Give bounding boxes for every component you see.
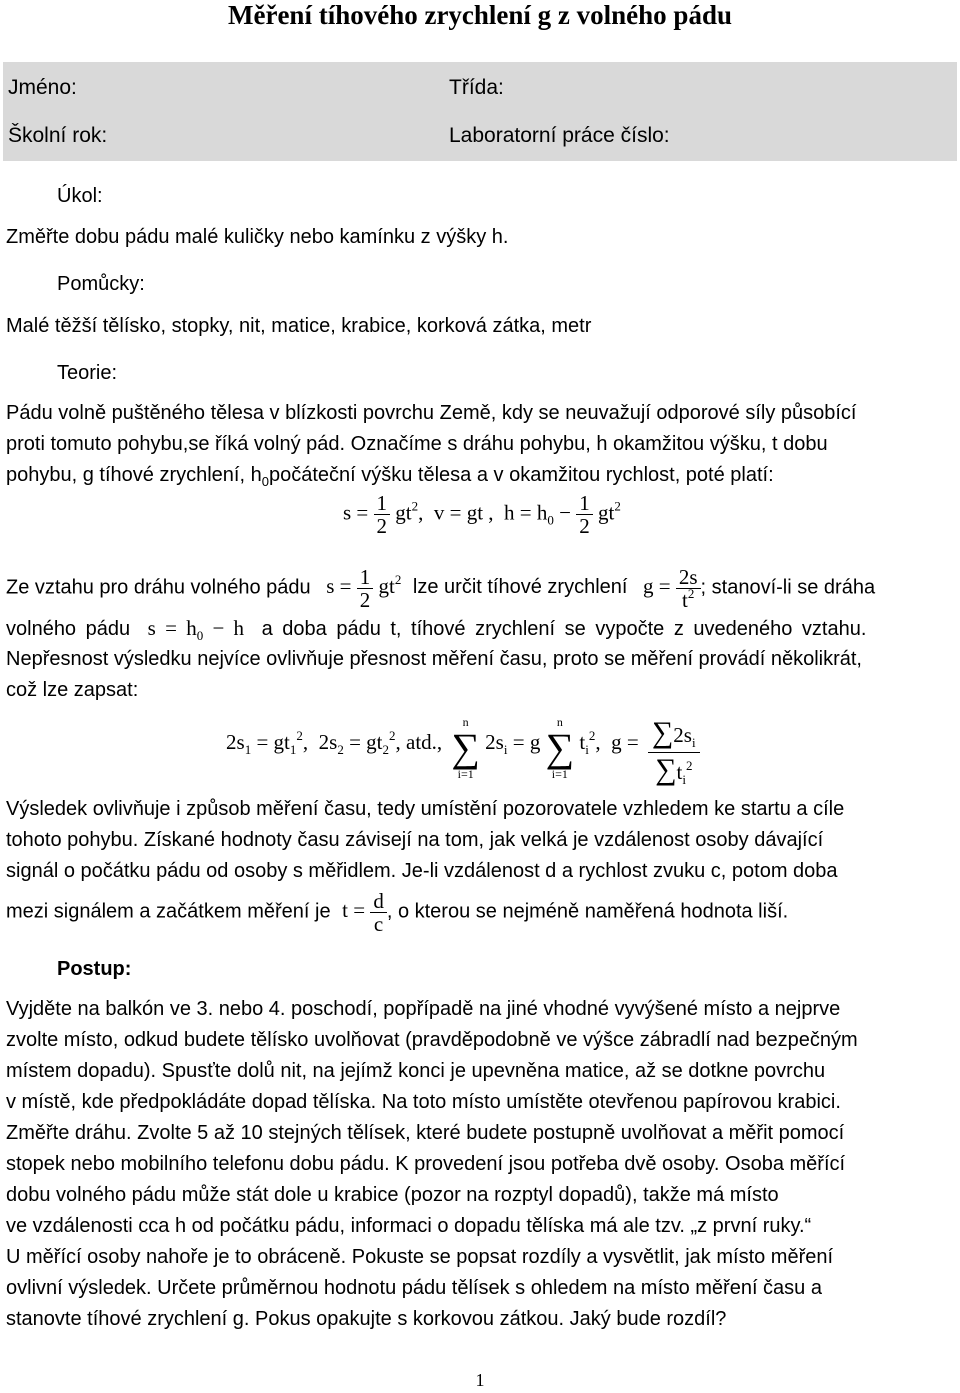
sigma-sum: n ∑ i=1 (451, 715, 480, 781)
page-number: 1 (475, 1370, 485, 1390)
subscript: 0 (261, 474, 269, 489)
class-label: Třída: (449, 76, 504, 99)
procedure-line: místem dopadu). Spusťte dolů nit, na jejímž konci je upevněna matice, až se dotkne povrchu (6, 1060, 826, 1082)
equation-kinematics: s = $\frac{1}{2}$ $gt^2$, v = gt , $h = h_0$ − $\frac{1}{2}$ $gt^2$ (343, 491, 621, 538)
theory-line: Pádu volně puštěného tělesa v blízkosti povrchu Země, kdy se neuvažují odporové síly působící (6, 402, 857, 424)
school-year-label: Školní rok: (8, 124, 108, 147)
fraction-half: $\frac{1}{2}$ (374, 492, 391, 537)
procedure-line: dobu volného pádu může stát dole u krabice (pozor na rozptyl dopadů), takže má místo (6, 1184, 779, 1206)
theory-line: signál o počátku pádu od osoby s měřidlem. Je-li vzdálenost d a rychlost zvuku c, potom doba (6, 860, 838, 882)
procedure-line: stanovte tíhové zrychlení g. Pokus opakujte s korkovou zátkou. Jaký bude rozdíl? (6, 1308, 727, 1330)
theory-paragraph-4-line4 (6, 890, 956, 935)
theory-text: počáteční výšku tělesa a v okamžitou rychlost, poté platí: (268, 464, 774, 486)
fraction-half: $\frac{1}{2}$ (576, 492, 593, 537)
theory-text: pohybu, g tíhové zrychlení, h (6, 464, 262, 486)
procedure-line: ovlivní výsledek. Určete průměrnou hodnotu pádu tělísek s ohledem na místo měření času a (6, 1277, 822, 1299)
procedure-line: Změřte dráhu. Zvolte 5 až 10 stejných tělísek, které budete postupně uvolňovat a měřit pomocí (6, 1122, 845, 1144)
theory-paragraph-3 (6, 644, 956, 706)
procedure-line: stopek nebo mobilního telefonu dobu pádu. K provedení jsou potřeba dvě osoby. Osoba měřící (6, 1153, 846, 1175)
theory-heading: Teorie: (57, 362, 118, 384)
lab-number-label: Laboratorní práce číslo: (449, 124, 670, 147)
theory-text: ; stanoví-li se dráha (700, 576, 876, 599)
theory-text: , o kterou se nejméně naměřená hodnota liší. (386, 900, 789, 923)
formula-s: s = $\frac{1}{2}$ $gt^2$ (326, 565, 402, 612)
procedure-line: ve vzdálenosti cca h od počátku pádu, informaci o dopadu tělíska má ale tzv. „z první ruky.“ (6, 1215, 812, 1237)
formula-t: t = $\frac{d}{c}$ (342, 898, 387, 922)
theory-line (6, 460, 956, 491)
fraction-sums: $\frac{\sum 2s_i}{\sum t_i^2}$ (648, 716, 700, 789)
procedure-line: v místě, kde předpokládáte dopad tělíska. Na toto místo umístěte otevřenou papírovou krabici. (6, 1091, 841, 1113)
theory-line: Výsledek ovlivňuje i způsob měření času, tedy umístění pozorovatele vzhledem ke startu a cíle (6, 798, 845, 820)
task-heading: Úkol: (57, 185, 103, 207)
task-text: Změřte dobu pádu malé kuličky nebo kamínku z výšky h. (6, 226, 509, 248)
procedure-heading: Postup: (57, 958, 132, 980)
theory-paragraph-2 (6, 566, 956, 611)
theory-paragraph-1 (6, 398, 956, 491)
page-title-text: Měření tíhového zrychlení g z volného pádu (228, 0, 732, 30)
theory-line: což lze zapsat: (6, 679, 139, 701)
theory-line: Nepřesnost výsledku nejvíce ovlivňuje přesnost měření času, proto se měření provádí několikrát, (6, 648, 862, 670)
theory-line: tohoto pohybu. Získané hodnoty času závisejí na tom, jak velká je vzdálenost osoby dávající (6, 829, 824, 851)
sigma-sum: n ∑ i=1 (545, 715, 575, 781)
procedure-line: zvolte místo, odkud budete tělísko uvolňovat (pravděpodobně ve výšce zábradlí nad bezpečným (6, 1029, 858, 1051)
procedure-line: Vyjděte na balkón ve 3. nebo 4. poschodí, popřípadě na jiné vhodné vyvýšené místo a nejprve (6, 998, 841, 1020)
tools-text: Malé těžší tělísko, stopky, nit, matice, krabice, korková zátka, metr (6, 315, 592, 337)
theory-text: Ze vztahu pro dráhu volného pádu (6, 576, 311, 599)
theory-text: a doba pádu t, tíhové zrychlení se vypočte z uvedeného vztahu. (261, 618, 867, 640)
theory-paragraph-2-line2 (6, 613, 956, 645)
theory-line: proti tomuto pohybu,se říká volný pád. Označíme s dráhu pohybu, h okamžitou výšku, t dobu (6, 433, 828, 455)
page-title (0, 0, 960, 30)
theory-text: volného pádu (6, 618, 131, 640)
procedure-line: U měřící osoby nahoře je to obráceně. Pokuste se popsat rozdíly a vysvětlit, jak místo měření (6, 1246, 834, 1268)
theory-paragraph-4 (6, 794, 956, 887)
theory-text: mezi signálem a začátkem měření je (6, 900, 331, 923)
equation-sums: $2s_1 = gt_1^2$, $2s_2 = gt_2^2$, atd., n ∑ i=1 $2s_i = g$ n ∑ i=1 $t_i^2$, g = $\frac{\sum 2s_i}{\sum t_i^2}$ (226, 716, 700, 789)
formula-s-h: $s = h_0 - h$ (147, 616, 245, 643)
name-label: Jméno: (8, 76, 77, 99)
tools-heading: Pomůcky: (57, 273, 145, 295)
theory-text: lze určit tíhové zrychlení (412, 576, 628, 599)
formula-g: g = $\frac{2s}{t^2}$ (643, 574, 701, 598)
procedure-text (6, 994, 956, 1335)
